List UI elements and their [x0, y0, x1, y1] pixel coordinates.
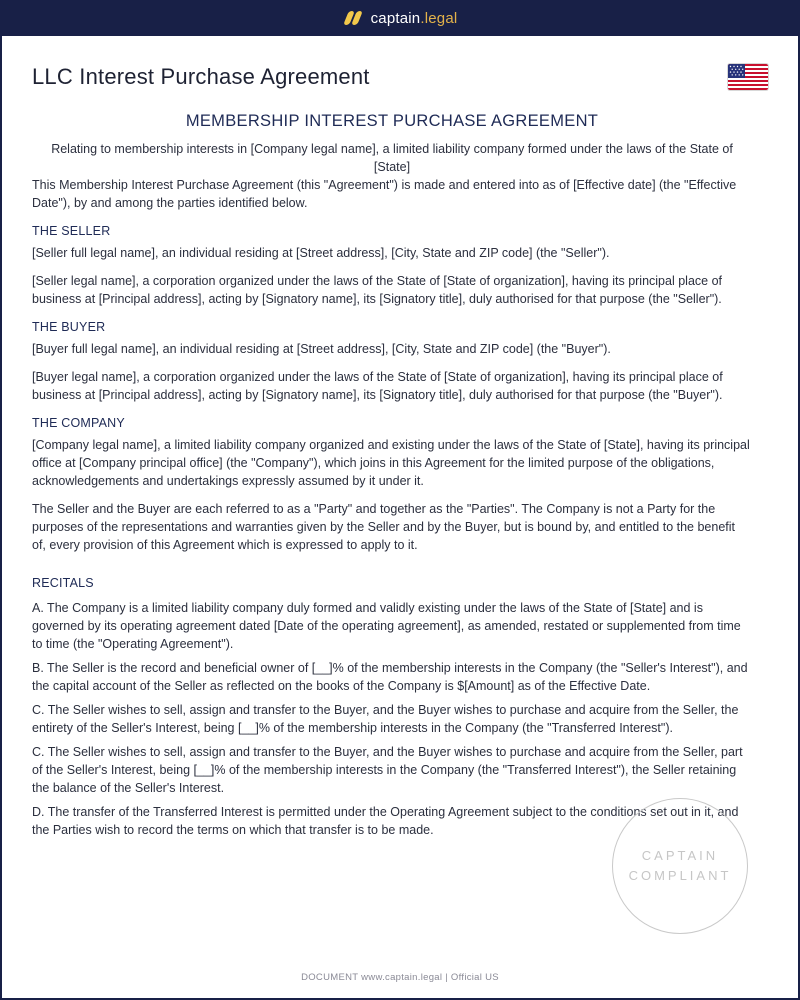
- seller-corporation-paragraph: [Seller legal name], a corporation organized under the laws of the State of [State of organization], having its principal place of business at [Principal address], acting by [Signatory name], its [Signatory title], duly authorised for that purpose (the "Seller").: [32, 274, 722, 306]
- intro-paragraph: This Membership Interest Purchase Agreement (this "Agreement") is made and entered into as of [Effective date] (the "Effective Date"), by and among the parties identified below.: [32, 178, 737, 210]
- top-bar: [0, 0, 800, 36]
- document-page: [2, 36, 798, 998]
- recital-d: D. The transfer of the Transferred Interest is permitted under the Operating Agreement subject to the conditions set out in it, and the Parties wish to record the terms on which that transfer is to be made.: [32, 805, 739, 837]
- recital-c-full-transfer: C. The Seller wishes to sell, assign and transfer to the Buyer, and the Buyer wishes to purchase and acquire from the Seller, the entirety of the Seller's Interest, being [__]% of the membership interests in the Company (the "Transferred Interest").: [32, 703, 739, 735]
- recital-b: B. The Seller is the record and beneficial owner of [__]% of the membership interests in the Company (the "Seller's Interest"), and the capital account of the Seller as reflected on the books of the Company is $[Amount] as of the Effective Date.: [32, 661, 748, 693]
- agreement-heading: MEMBERSHIP INTEREST PURCHASE AGREEMENT: [185, 112, 599, 130]
- document-body: [32, 109, 752, 845]
- recital-c-partial-transfer: C. The Seller wishes to sell, assign and transfer to the Buyer, and the Buyer wishes to purchase and acquire from the Seller, part of the Seller's Interest, being [__]% of the membership interests in the Company (the "Transferred Interest"), the Seller retaining the balance of the Seller's Interest.: [32, 745, 743, 795]
- recitals-heading: RECITALS: [32, 576, 94, 590]
- captain-logo-icon: [343, 10, 363, 26]
- parties-paragraph: The Seller and the Buyer are each referred to as a "Party" and together as the "Parties". The Company is not a Party for the purposes of the representations and warranties given by the Seller and by the Buyer, but is bound by, and entitled to the benefit of, every provision of this Agreement which is expressed to apply to it.: [32, 502, 736, 552]
- seller-heading: THE SELLER: [32, 224, 111, 238]
- company-paragraph: [Company legal name], a limited liability company organized and existing under the laws of the State of [State], having its principal office at [Company principal office] (the "Company"), which joins in this Agreement for the limited purpose of the obligations, acknowledgements and undertakings expressly assumed by it under it.: [32, 438, 750, 488]
- brand-logo[interactable]: [343, 10, 458, 27]
- recital-a: A. The Company is a limited liability company duly formed and validly existing under the laws of the State of [State] and is governed by its operating agreement dated [Date of the operating agreement], as amended, restated or supplemented from time to time (the "Operating Agreement").: [32, 601, 741, 651]
- company-heading: THE COMPANY: [32, 416, 125, 430]
- buyer-corporation-paragraph: [Buyer legal name], a corporation organized under the laws of the State of [State of organization], having its principal place of business at [Principal address], acting by [Signatory name], its [Signatory title], duly authorised for that purpose (the "Buyer").: [32, 370, 723, 402]
- brand-name: captain: [370, 9, 421, 27]
- seller-individual-paragraph: [Seller full legal name], an individual residing at [Street address], [City, State and ZIP code] (the "Seller").: [32, 246, 610, 260]
- stamp-line-1: CAPTAIN: [641, 848, 719, 863]
- brand-tld: .legal: [420, 9, 458, 27]
- stamp-line-2: COMPLIANT: [628, 868, 732, 883]
- document-footer: DOCUMENT www.captain.legal | Official US: [301, 972, 499, 983]
- agreement-subheading: Relating to membership interests in [Company legal name], a limited liability company formed under the laws of the State of [State]: [51, 142, 733, 174]
- buyer-heading: THE BUYER: [32, 320, 106, 334]
- us-flag-icon: [728, 64, 768, 90]
- buyer-individual-paragraph: [Buyer full legal name], an individual residing at [Street address], [City, State and ZIP code] (the "Buyer").: [32, 342, 611, 356]
- document-title: LLC Interest Purchase Agreement: [32, 64, 370, 89]
